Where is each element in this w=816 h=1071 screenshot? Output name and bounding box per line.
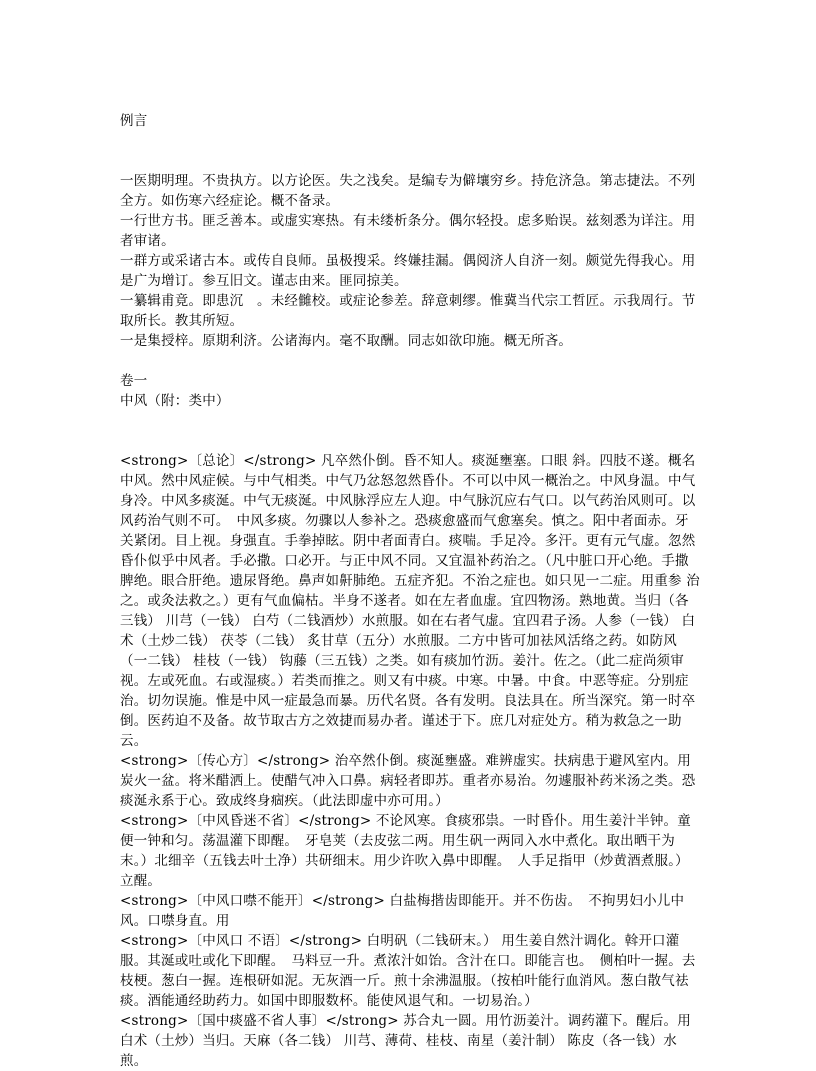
intro-paragraph: 一行世方书。匪乏善本。或虚实寒热。有未缕析条分。偶尔轻投。虑多贻误。兹刻悉为详注。用者审诸。 [120, 213, 696, 249]
document-body [120, 111, 700, 1071]
intro-paragraph: 一是集授梓。原期利济。公诸海内。毫不取酬。同志如欲印施。概无所吝。 [120, 333, 573, 349]
body-paragraph: <strong>〔传心方〕</strong> 治卒然仆倒。痰涎壅盛。难辨虚实。扶病患于避风室内。用炭火一盆。将米醋洒上。使醋气冲入口鼻。病轻者即苏。重者亦易治。勿遽服补药米汤之类。恐痰涎永系于心。致成终身痼疾。（此法即虚中亦可用。） [120, 753, 696, 809]
intro-paragraph: 一医期明理。不贵执方。以方论医。失之浅矣。是编专为僻壤穷乡。持危济急。第志捷法。不列全方。如伤寒六经症论。概不备录。 [120, 173, 696, 209]
spacer [120, 411, 700, 451]
body-paragraph: <strong>〔国中痰盛不省人事〕</strong> 苏合丸一圆。用竹沥姜汁。调药灌下。醒后。用白术（土炒）当归。天麻（各二钱） 川芎、薄荷、桂枝、南星（姜汁制） 陈皮（各一钱）水煎。 [120, 1013, 691, 1069]
intro-paragraph: 一纂辑甫竟。即患沉 。未经雠校。或症论参差。辞意刺缪。惟冀当代宗工哲匠。示我周行。节取所长。教其所短。 [120, 293, 696, 329]
volume-heading: 卷一 [120, 373, 148, 389]
body-paragraph: <strong>〔中风口 不语〕</strong> 白明矾（二钱研末。） 用生姜自然汁调化。斡开口灌服。其涎或吐或化下即醒。 马料豆一升。煮浓汁如饴。含汁在口。即能言也。 侧柏叶一握。去枝梗。葱白一握。连根研如泥。无灰酒一斤。煎十余沸温服。（按柏叶能行血消风。葱白散气祛痰。酒能通经助药力。如国中即服数杯。能使风退气和。一切易治。） [120, 933, 696, 1009]
body-paragraph: <strong>〔总论〕</strong> 凡卒然仆倒。昏不知人。痰涎壅塞。口眼 斜。四肢不遂。概名中风。然中风症候。与中气相类。中气乃忿怒忽然昏仆。不可以中风一概治之。中风身温。中气身冷。中风多痰涎。中气无痰涎。中风脉浮应左人迎。中气脉沉应右气口。以气药治风则可。以风药治气则不可。 中风多痰。勿骤以人参补之。恐痰愈盛而气愈塞矣。慎之。阳中者面赤。牙关紧闭。目上视。身强直。手拳掉眩。阴中者面青白。痰喘。手足冷。多汗。更有元气虚。忽然昏仆似乎中风者。手必撒。口必开。与正中风不同。又宜温补药治之。（凡中脏口开心绝。手撒脾绝。眼合肝绝。遗尿肾绝。鼻声如鼾肺绝。五症齐犯。不治之症也。如只见一二症。用重参 治之。或灸法救之。）更有气血偏枯。半身不遂者。如在左者血虚。宜四物汤。熟地黄。当归（各三钱） 川芎（一钱） 白芍（二钱酒炒）水煎服。如在右者气虚。宜四君子汤。人参（一钱） 白术（土炒二钱） 茯苓（二钱） 炙甘草（五分）水煎服。二方中皆可加祛风活络之药。如防风（一二钱） 桂枝（一钱） 钩藤（三五钱）之类。如有痰加竹沥。姜汁。佐之。（此二症尚须审视。左或死血。右或湿痰。）若类而推之。则又有中痰。中寒。中暑。中食。中恶等症。分别症治。切勿误施。惟是中风一症最急而暴。历代名贤。各有发明。良法具在。所当深究。第一时卒倒。医药迫不及备。故节取古方之效捷而易办者。谨述于下。庶几对症处方。稍为救急之一助云。 [120, 453, 700, 749]
body-section [120, 451, 700, 1071]
spacer [120, 351, 700, 371]
body-paragraph: <strong>〔中风口噤不能开〕</strong> 白盐梅揩齿即能开。并不伤齿。 不拘男妇小儿中风。口噤身直。用 [120, 893, 685, 929]
body-paragraph: <strong>〔中风昏迷不省〕</strong> 不论风寒。食痰邪祟。一时昏仆。用生姜汁半钟。童便一钟和匀。荡温灌下即醒。 牙皂荚（去皮弦二两。用生矾一两同入水中煮化。取出晒干为末。）北细辛（五钱去叶土净）共研细末。用少许吹入鼻中即醒。 人手足指甲（炒黄酒煮服。）立醒。 [120, 813, 691, 889]
document-title: 例言 [120, 113, 148, 129]
intro-paragraph: 一群方或采诸古本。或传自良师。虽极搜采。终嫌挂漏。偶阅济人自济一刻。颇觉先得我心。用是广为增订。参互旧文。谨志由来。匪同掠美。 [120, 253, 696, 289]
section-heading: 中风（附：类中） [120, 393, 230, 409]
intro-section [120, 171, 700, 351]
